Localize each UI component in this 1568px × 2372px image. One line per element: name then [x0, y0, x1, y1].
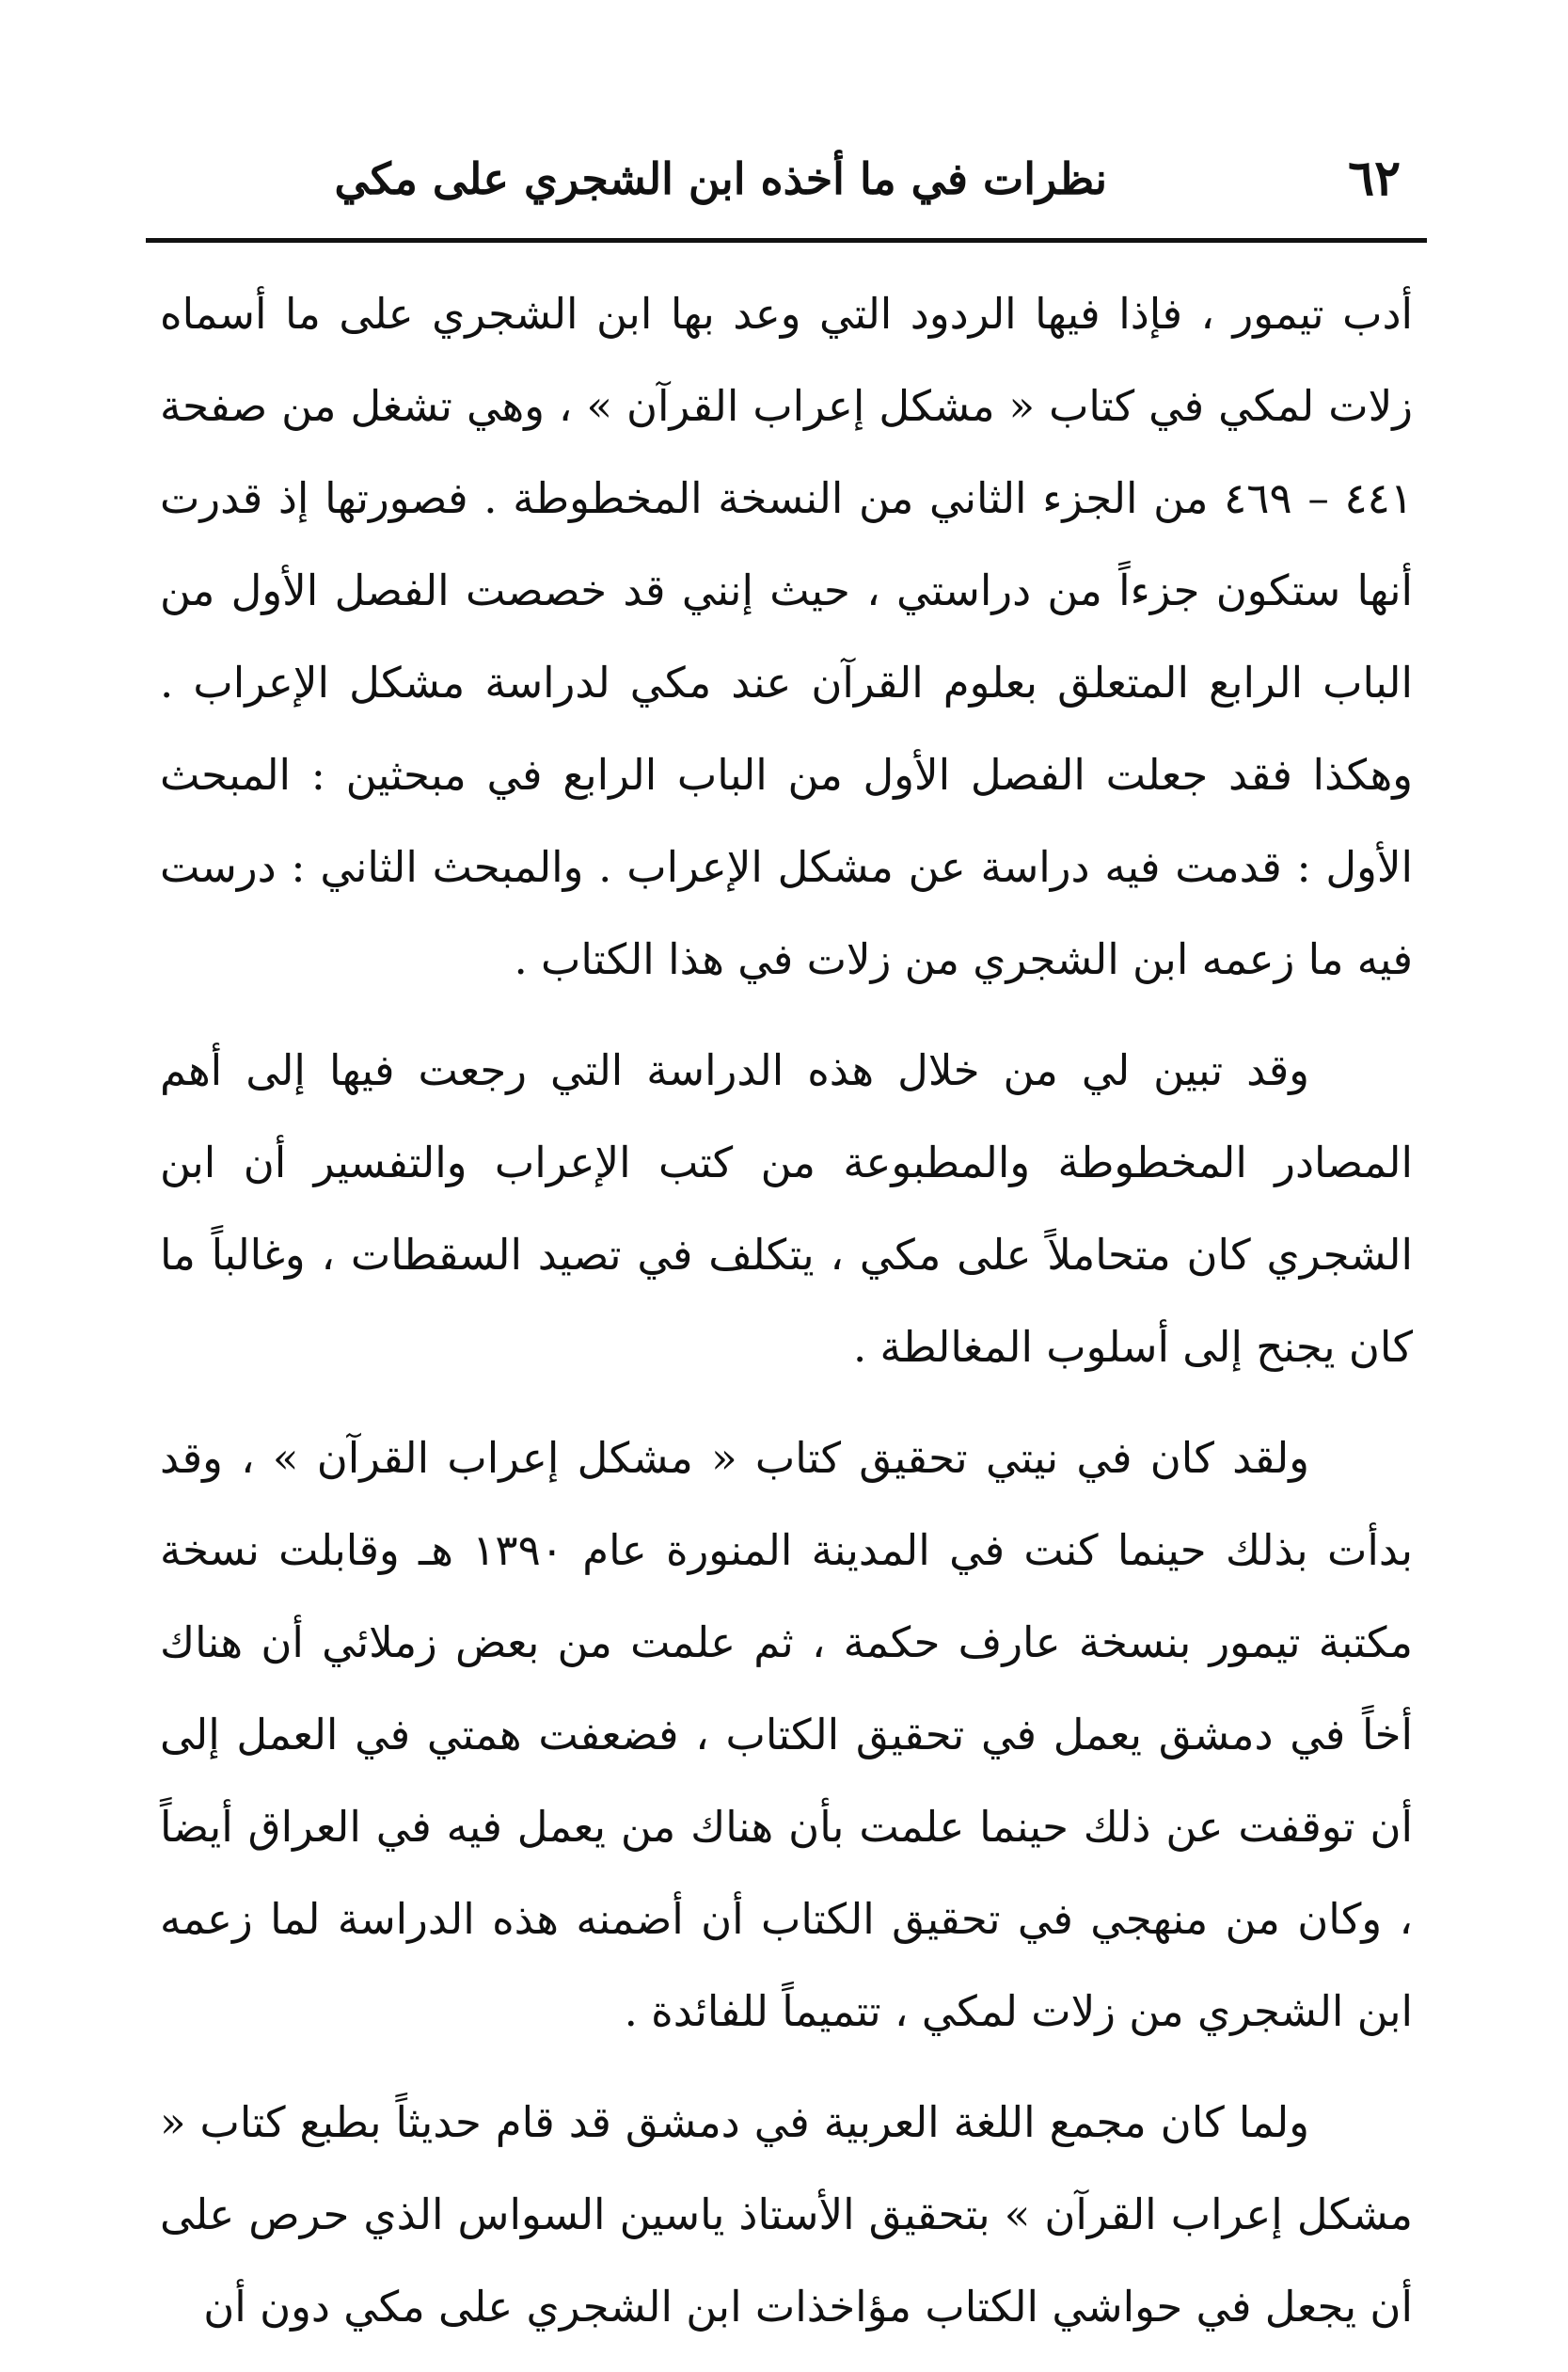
paragraph: أدب تيمور ، فإذا فيها الردود التي وعد بها ابن الشجري على ما أسماه زلات لمكي في كتاب « مشكل إعراب القرآن » ، وهي تشغل من صفحة ٤٤١ – ٤٦٩ من الجزء الثاني من النسخة المخطوطة . فصورتها إذ قدرت أنها ستكون جزءاً من دراستي ، حيث إنني قد خصصت الفصل الأول من الباب الرابع المتعلق بعلوم القرآن عند مكي لدراسة مشكل الإعراب . وهكذا فقد جعلت الفصل الأول من الباب الرابع في مبحثين : المبحث الأول : قدمت فيه دراسة عن مشكل الإعراب . والمبحث الثاني : درست فيه ما زعمه ابن الشجري من زلات في هذا الكتاب . — [160, 289, 1413, 984]
page-header — [146, 122, 1427, 235]
running-title: نظرات في ما أخذه ابن الشجري على مكي — [334, 153, 1107, 204]
paragraph: وقد تبين لي من خلال هذه الدراسة التي رجعت فيها إلى أهم المصادر المخطوطة والمطبوعة من كتب الإعراب والتفسير أن ابن الشجري كان متحاملاً على مكي ، يتكلف في تصيد السقطات ، وغالباً ما كان يجنح إلى أسلوب المغالطة . — [160, 1045, 1413, 1372]
paragraph: ولقد كان في نيتي تحقيق كتاب « مشكل إعراب القرآن » ، وقد بدأت بذلك حينما كنت في المدينة المنورة عام ١٣٩٠ هـ وقابلت نسخة مكتبة تيمور بنسخة عارف حكمة ، ثم علمت من بعض زملائي أن هناك أخاً في دمشق يعمل في تحقيق الكتاب ، فضعفت همتي في العمل إلى أن توقفت عن ذلك حينما علمت بأن هناك من يعمل فيه في العراق أيضاً ، وكان من منهجي في تحقيق الكتاب أن أضمنه هذه الدراسة لما زعمه ابن الشجري من زلات لمكي ، تتميماً للفائدة . — [160, 1433, 1414, 2036]
page-number: ٦٢ — [1348, 150, 1401, 207]
body-text — [160, 268, 1413, 2372]
paragraph: ولما كان مجمع اللغة العربية في دمشق قد قام حديثاً بطبع كتاب « مشكل إعراب القرآن » بتحقيق الأستاذ ياسين السواس الذي حرص على أن يجعل في حواشي الكتاب مؤاخذات ابن الشجري على مكي دون أن — [160, 2097, 1413, 2332]
header-rule — [146, 238, 1427, 243]
